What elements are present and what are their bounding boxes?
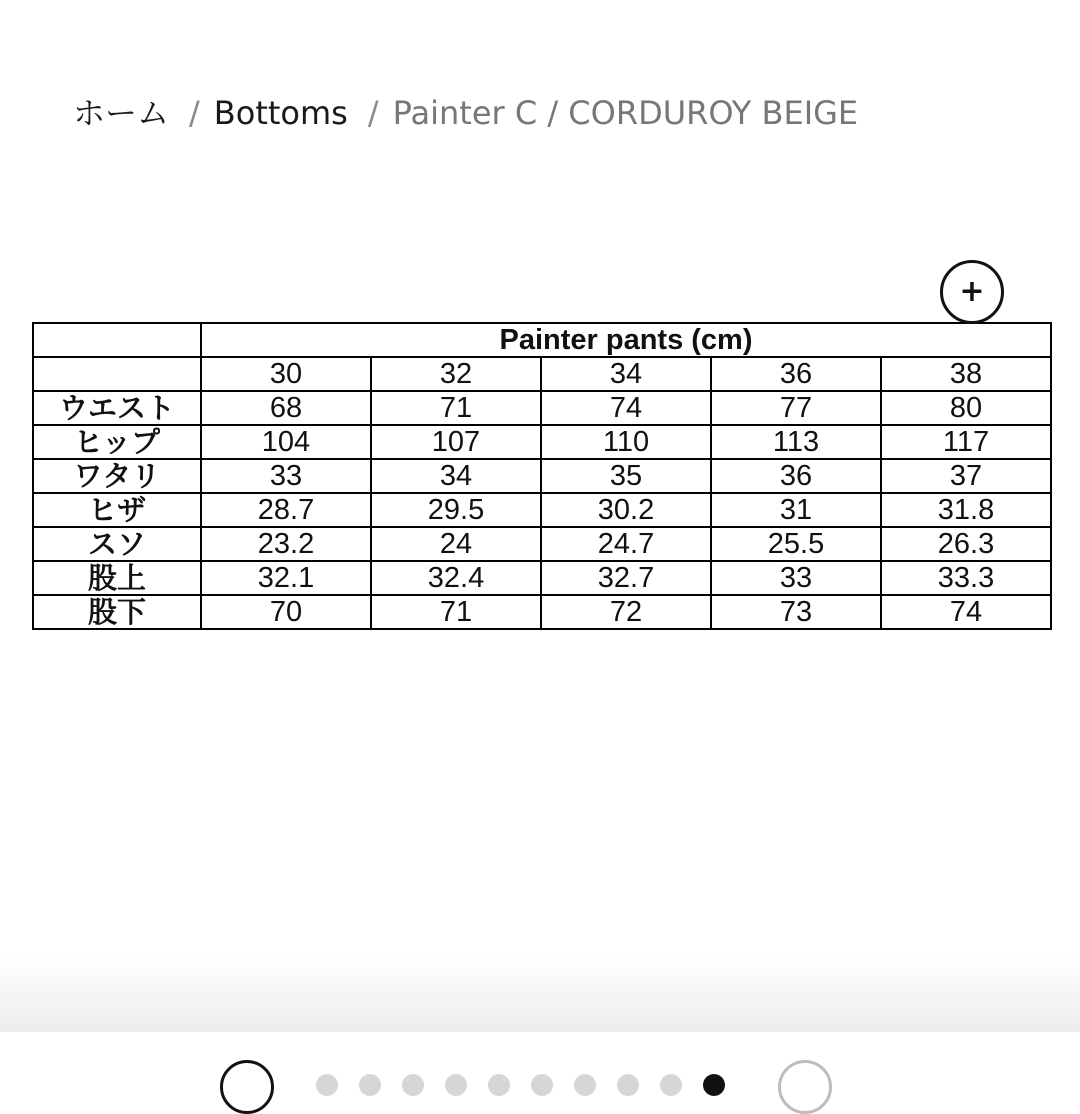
size-row xyxy=(33,391,1051,425)
measurement-value: 80 xyxy=(881,391,1051,425)
breadcrumb-category-link[interactable]: Bottoms xyxy=(213,94,348,132)
measurement-value: 33.3 xyxy=(881,561,1051,595)
measurement-label: ウエスト xyxy=(33,391,201,425)
size-row xyxy=(33,493,1051,527)
gallery-dot[interactable] xyxy=(617,1074,639,1096)
size-header-cell: 34 xyxy=(541,357,711,391)
measurement-value: 71 xyxy=(371,391,541,425)
gallery-dots xyxy=(316,1074,725,1096)
size-header-cell: 30 xyxy=(201,357,371,391)
breadcrumb-home-link[interactable]: ホーム xyxy=(73,94,170,132)
measurement-value: 35 xyxy=(541,459,711,493)
measurement-value: 32.4 xyxy=(371,561,541,595)
measurement-value: 74 xyxy=(881,595,1051,629)
measurement-value: 104 xyxy=(201,425,371,459)
gallery-dot[interactable] xyxy=(660,1074,682,1096)
gallery-next-button[interactable] xyxy=(778,1060,832,1114)
measurement-value: 26.3 xyxy=(881,527,1051,561)
size-header-row xyxy=(33,357,1051,391)
measurement-value: 110 xyxy=(541,425,711,459)
gallery-dot[interactable] xyxy=(316,1074,338,1096)
measurement-value: 74 xyxy=(541,391,711,425)
breadcrumb xyxy=(73,92,858,134)
gallery-dot[interactable] xyxy=(703,1074,725,1096)
size-row xyxy=(33,561,1051,595)
measurement-value: 31.8 xyxy=(881,493,1051,527)
size-chart-table xyxy=(32,322,1052,630)
size-row xyxy=(33,595,1051,629)
gallery-pagination xyxy=(0,1032,1080,1080)
gallery-dot[interactable] xyxy=(359,1074,381,1096)
gallery-dot[interactable] xyxy=(488,1074,510,1096)
measurement-value: 33 xyxy=(201,459,371,493)
gallery-dot[interactable] xyxy=(574,1074,596,1096)
gallery-prev-button[interactable] xyxy=(220,1060,274,1114)
gallery-dot[interactable] xyxy=(531,1074,553,1096)
corner-cell xyxy=(33,323,201,357)
measurement-value: 31 xyxy=(711,493,881,527)
measurement-value: 24 xyxy=(371,527,541,561)
measurement-value: 29.5 xyxy=(371,493,541,527)
measurement-value: 36 xyxy=(711,459,881,493)
size-row xyxy=(33,425,1051,459)
measurement-label: 股下 xyxy=(33,595,201,629)
size-header-cell: 36 xyxy=(711,357,881,391)
measurement-value: 33 xyxy=(711,561,881,595)
breadcrumb-current-page: Painter C / CORDUROY BEIGE xyxy=(392,94,859,132)
breadcrumb-separator: / xyxy=(367,94,379,132)
measurement-value: 25.5 xyxy=(711,527,881,561)
size-chart-title-row xyxy=(33,323,1051,357)
measurement-label: ヒップ xyxy=(33,425,201,459)
measurement-value: 68 xyxy=(201,391,371,425)
measurement-value: 71 xyxy=(371,595,541,629)
measurement-value: 37 xyxy=(881,459,1051,493)
size-row xyxy=(33,527,1051,561)
measurement-value: 77 xyxy=(711,391,881,425)
measurement-value: 28.7 xyxy=(201,493,371,527)
measurement-value: 117 xyxy=(881,425,1051,459)
gallery-dot[interactable] xyxy=(402,1074,424,1096)
size-header-cell: 32 xyxy=(371,357,541,391)
measurement-value: 23.2 xyxy=(201,527,371,561)
size-chart-title: Painter pants (cm) xyxy=(201,323,1051,357)
measurement-value: 113 xyxy=(711,425,881,459)
measurement-value: 70 xyxy=(201,595,371,629)
measurement-value: 34 xyxy=(371,459,541,493)
measurement-value: 73 xyxy=(711,595,881,629)
measurement-label: ヒザ xyxy=(33,493,201,527)
breadcrumb-separator: / xyxy=(189,94,200,132)
measurement-label: スソ xyxy=(33,527,201,561)
measurement-value: 30.2 xyxy=(541,493,711,527)
measurement-label: ワタリ xyxy=(33,459,201,493)
size-header-cell: 38 xyxy=(881,357,1051,391)
measurement-value: 32.7 xyxy=(541,561,711,595)
size-header-corner xyxy=(33,357,201,391)
measurement-value: 24.7 xyxy=(541,527,711,561)
measurement-value: 32.1 xyxy=(201,561,371,595)
measurement-value: 107 xyxy=(371,425,541,459)
zoom-button[interactable] xyxy=(940,260,1004,324)
gallery-dot[interactable] xyxy=(445,1074,467,1096)
size-row xyxy=(33,459,1051,493)
gallery-thumbnail-bar xyxy=(0,955,1080,1035)
plus-icon: + xyxy=(959,274,985,309)
measurement-label: 股上 xyxy=(33,561,201,595)
measurement-value: 72 xyxy=(541,595,711,629)
